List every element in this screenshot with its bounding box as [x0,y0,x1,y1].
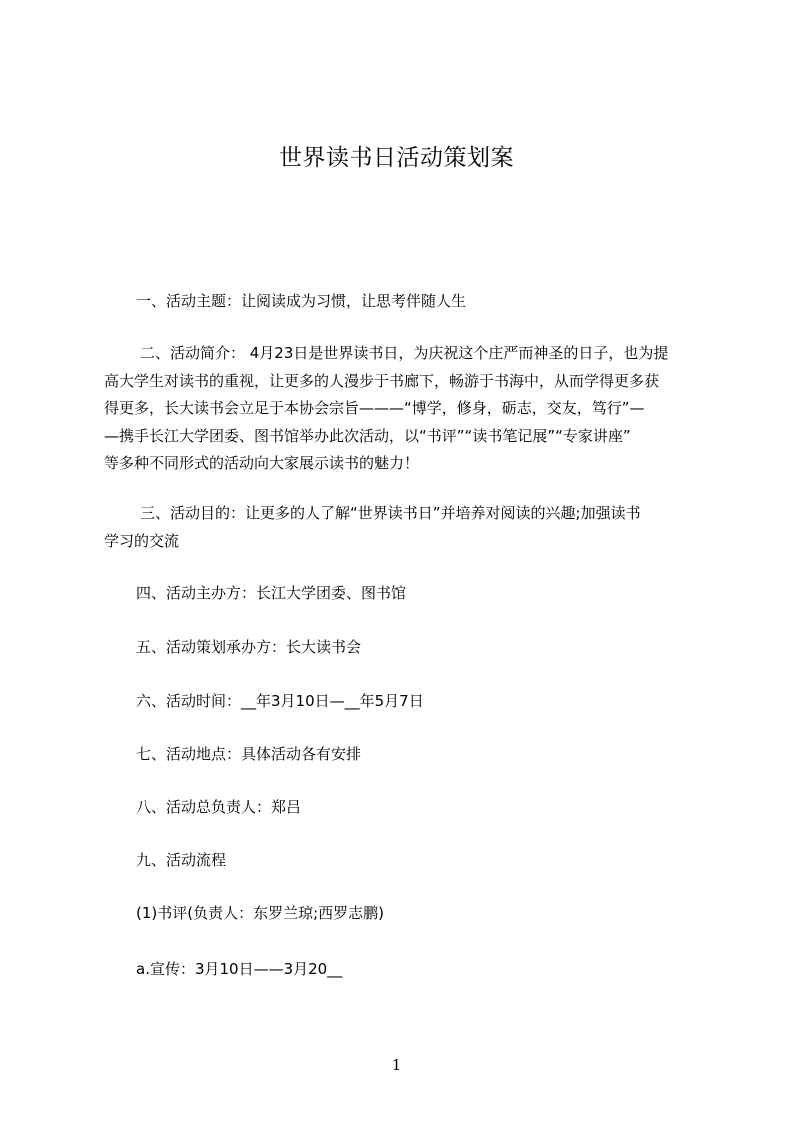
intro-line-2: 高大学生对读书的重视，让更多的人漫步于书廊下，畅游于书海中，从而学得更多获 [104,371,660,390]
intro-line-1: 二、活动简介： 4月23日是世界读书日，为庆祝这个庄严而神圣的日子，也为提 [140,344,669,362]
intro-line-3: 得更多，长大读书会立足于本协会宗旨———“博学，修身，砺志，交友，笃行”— [104,399,645,417]
section-location: 七、活动地点：具体活动各有安排 [136,745,362,763]
intro-line-5: 等多种不同形式的活动向大家展示读书的魅力！ [104,454,420,472]
section-theme: 一、活动主题：让阅读成为习惯，让思考伴随人生 [136,292,467,310]
section-undertaker: 五、活动策划承办方：长大读书会 [136,638,362,656]
section-purpose [104,500,704,555]
page-number: 1 [391,1056,402,1074]
section-organizer: 四、活动主办方：长江大学团委、图书馆 [136,584,407,602]
intro-line-4: —携手长江大学团委、图书馆举办此次活动，以“书评”“读书笔记展”“专家讲座” [104,426,631,445]
purpose-line-2: 学习的交流 [104,531,180,550]
section-process: 九、活动流程 [136,851,227,869]
section-intro [104,340,704,478]
purpose-line-1: 三、活动目的：让更多的人了解“世界读书日”并培养对阅读的兴趣;加强读书 [140,504,641,522]
section-publicity: a.宣传：3月10日——3月20__ [136,960,343,978]
section-review: (1)书评(负责人：东罗兰琼;西罗志鹏) [136,904,385,922]
document-title: 世界读书日活动策划案 [279,145,514,171]
section-leader: 八、活动总负责人：郑吕 [136,798,302,816]
section-time: 六、活动时间：__年3月10日—__年5月7日 [136,692,424,710]
